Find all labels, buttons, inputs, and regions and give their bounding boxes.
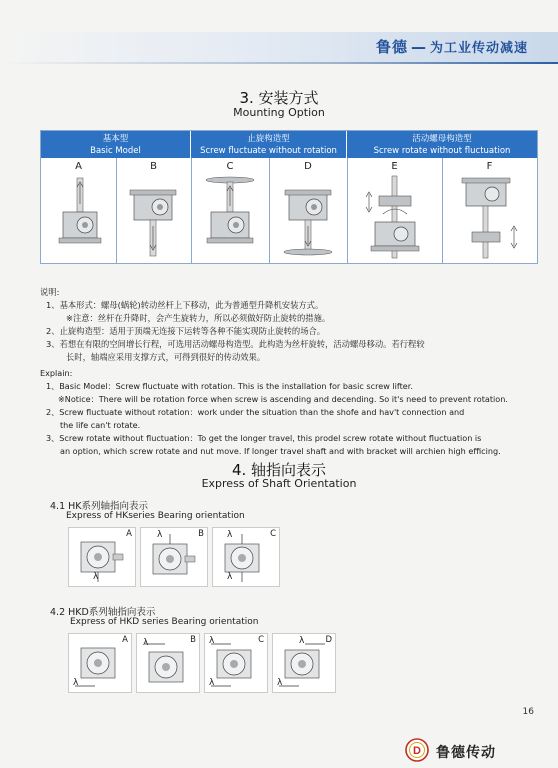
section4-subtitle: Express of Shaft Orientation: [201, 477, 357, 490]
lifter-drawing-a: [55, 174, 105, 260]
hk-letter-b: B: [198, 529, 204, 539]
hk-letter-c: C: [270, 529, 276, 539]
logo-letter: D: [413, 745, 421, 757]
hk-box-b: [140, 527, 208, 587]
orientation-drawing: [209, 638, 261, 690]
notes-cn-line: 长时，轴端应采用支撑方式，可得到很好的传动效果。: [66, 352, 266, 362]
notes-cn-line: ※注意：丝杆在升降时，会产生旋转力，所以必须做好防止旋转的措施。: [66, 313, 331, 323]
hkd-box-c: [204, 633, 268, 693]
hkd-orientation-row: [68, 633, 338, 693]
header-rule: [0, 62, 558, 64]
mounting-cell-c: [191, 158, 270, 263]
brand-dash: —: [410, 38, 427, 56]
mounting-letter-f: F: [486, 161, 493, 172]
hkd-box-a: [68, 633, 132, 693]
axis-symbol: λ: [93, 572, 99, 582]
notes-en-line: 3、Screw rotate without fluctuation：To get the longer travel, this prodel screw rotate without fluctuation is: [46, 433, 482, 443]
hk-orientation-row: [68, 527, 280, 587]
hkd-heading-en: Express of HKD series Bearing orientation: [70, 617, 259, 627]
axis-symbol: λ: [73, 678, 79, 688]
axis-symbol: λ: [157, 530, 163, 540]
notes-en-line: an option, which screw rotate and nut move. If longer travel shaft and with bracket will archien high efficing.: [60, 446, 501, 456]
orientation-drawing: [141, 638, 193, 690]
mounting-table: [40, 130, 538, 264]
brand-tagline: 为工业传动减速: [429, 41, 528, 56]
lifter-drawing-d: [279, 174, 337, 260]
notes-chinese: [40, 286, 520, 364]
axis-symbol: λ: [277, 678, 283, 688]
notes-en-line: 2、Screw fluctuate without rotation：work under the situation than the shofe and hav't connection and: [46, 407, 465, 417]
mounting-cell-f: [442, 158, 537, 263]
company-logo-icon: [405, 738, 429, 762]
mounting-letter-c: C: [226, 161, 234, 172]
section4-title: 4. 轴指向表示: [231, 461, 327, 479]
brand-name: 鲁德: [375, 38, 408, 56]
notes-en-line: 1、Basic Model：Screw fluctuate with rotation. This is the installation for basic screw lifter.: [46, 381, 413, 391]
axis-symbol: λ: [143, 638, 149, 648]
mounting-group-no-rotation: [191, 131, 347, 158]
notes-cn-heading: 说明:: [40, 287, 60, 297]
axis-symbol: λ: [209, 636, 215, 646]
notes-cn-line: 2、止旋构造型：适用于顶端无连接下运转等各种不能实现防止旋转的场合。: [46, 326, 326, 336]
axis-symbol: λ: [227, 530, 233, 540]
group-cn: 止旋构造型: [247, 134, 290, 144]
mounting-cell-d: [269, 158, 348, 263]
section3-title: 3. 安装方式: [239, 89, 319, 107]
hkd-box-b: [136, 633, 200, 693]
mounting-cell-a: [41, 158, 117, 263]
hkd-heading: 4.2 HKD系列轴指向表示: [50, 607, 156, 618]
section3-subtitle: Mounting Option: [233, 106, 325, 119]
brand-header: [376, 36, 528, 57]
lifter-drawing-e: [361, 174, 429, 260]
group-en: Screw fluctuate without rotation: [200, 146, 337, 156]
lifter-drawing-c: [201, 174, 259, 260]
mounting-letter-b: B: [150, 161, 157, 172]
hkd-box-d: [272, 633, 336, 693]
hk-box-a: [68, 527, 136, 587]
group-en: Basic Model: [90, 146, 141, 156]
notes-en-line: ※Notice：There will be rotation force when screw is ascending and decending. So it's need to prevent rotation.: [58, 394, 508, 404]
notes-cn-line: 1、基本形式：螺母(蜗轮)转动丝杆上下移动，此为普通型升降机安装方式。: [46, 300, 324, 310]
hkd-letter-c: C: [258, 635, 264, 645]
axis-symbol: λ: [227, 572, 233, 582]
mounting-group-basic: [41, 131, 191, 158]
mounting-letter-d: D: [304, 161, 312, 172]
axis-symbol: λ: [299, 636, 305, 646]
lifter-drawing-b: [128, 174, 180, 260]
notes-english: [40, 367, 520, 458]
group-cn: 基本型: [102, 134, 129, 144]
group-en: Screw rotate without fluctuation: [373, 146, 511, 156]
mounting-cell-b: [116, 158, 192, 263]
page-number: 16: [522, 707, 534, 717]
mounting-letter-e: E: [391, 161, 398, 172]
group-cn: 活动螺母构造型: [412, 134, 472, 144]
lifter-drawing-f: [456, 174, 524, 260]
hk-heading: 4.1 HK系列轴指向表示: [50, 501, 149, 512]
footer-brand: 鲁德传动: [436, 745, 496, 761]
mounting-cell-e: [347, 158, 443, 263]
orientation-drawing: [73, 638, 125, 690]
hkd-letter-a: A: [122, 635, 128, 645]
notes-en-heading: Explain:: [40, 368, 73, 378]
hk-box-c: [212, 527, 280, 587]
hkd-letter-b: B: [190, 635, 196, 645]
mounting-letter-a: A: [75, 161, 82, 172]
orientation-drawing: [75, 532, 125, 584]
hk-letter-a: A: [126, 529, 132, 539]
orientation-drawing: [147, 532, 197, 584]
hkd-letter-d: D: [325, 635, 332, 645]
hk-heading-en: Express of HKseries Bearing orientation: [66, 511, 245, 521]
axis-symbol: λ: [209, 678, 215, 688]
notes-en-line: the life can't rotate.: [60, 420, 141, 430]
mounting-group-nut: [347, 131, 537, 158]
notes-cn-line: 3、若想在有限的空间增长行程，可选用活动螺母构造型。此构造为丝杆旋转，活动螺母移动。若行程较: [46, 339, 425, 349]
